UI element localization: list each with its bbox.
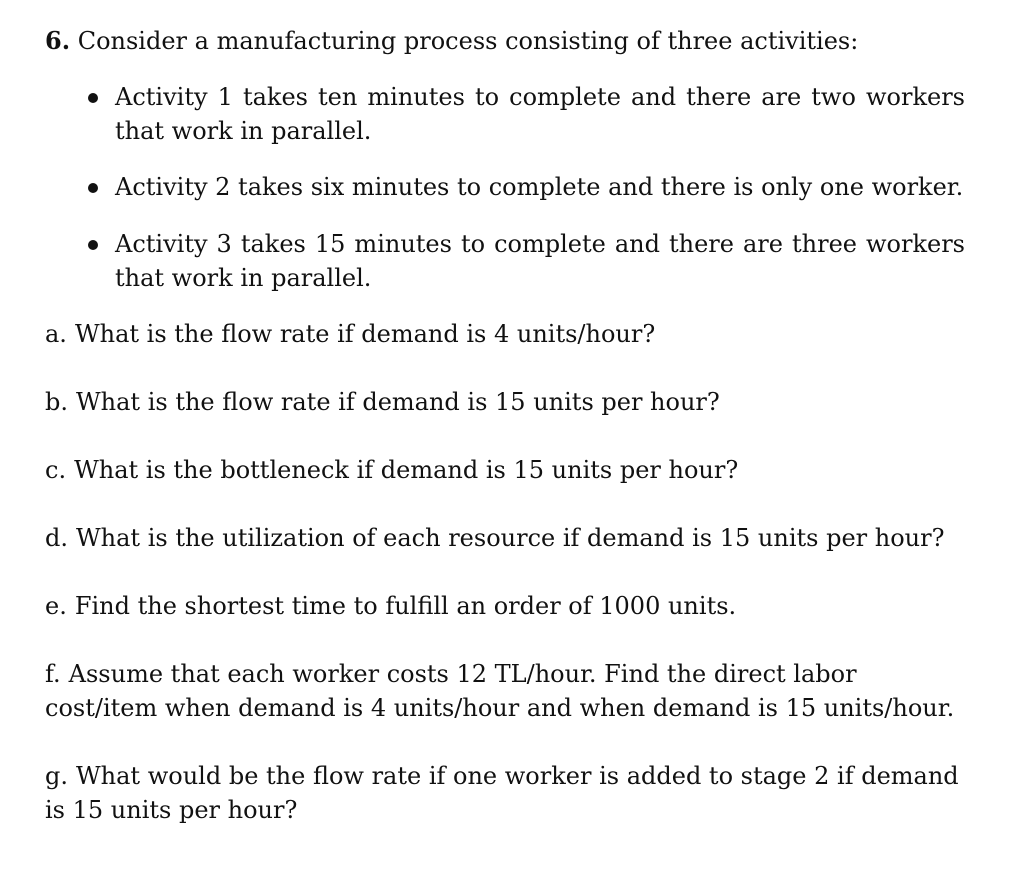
question-b	[45, 385, 965, 419]
question-text: Find the shortest time to fulfill an order of 1000 units.	[74, 592, 737, 620]
question-letter: a.	[45, 320, 67, 348]
activity-item-1: Activity 1 takes ten minutes to complete and there are two workers that work in parallel.	[115, 83, 965, 145]
question-text: What is the utilization of each resource if demand is 15 units per hour?	[76, 524, 945, 552]
question-a	[45, 317, 965, 351]
question-letter: f.	[45, 660, 61, 688]
question-letter: e.	[45, 592, 67, 620]
question-text: What would be the flow rate if one worker is added to stage 2 if demand is 15 units per hour?	[45, 762, 959, 824]
activity-item-3: Activity 3 takes 15 minutes to complete and there are three workers that work in parallel.	[115, 230, 965, 292]
question-letter: b.	[45, 388, 68, 416]
question-letter: c.	[45, 456, 67, 484]
problem-heading	[45, 24, 858, 58]
bullet-icon	[88, 93, 98, 103]
question-text: Assume that each worker costs 12 TL/hour. Find the direct labor cost/item when demand is 4 units/hour and when demand is 15 units/hour.	[45, 660, 955, 722]
question-text: What is the flow rate if demand is 4 units/hour?	[74, 320, 656, 348]
bullet-icon	[88, 240, 98, 250]
question-f	[45, 657, 965, 725]
activity-item-2: Activity 2 takes six minutes to complete and there is only one worker.	[115, 173, 964, 201]
question-g	[45, 759, 965, 827]
bullet-icon	[88, 183, 98, 193]
question-letter: d.	[45, 524, 68, 552]
question-letter: g.	[45, 762, 68, 790]
problem-intro: Consider a manufacturing process consisting of three activities:	[77, 27, 859, 55]
question-d	[45, 521, 965, 555]
question-text: What is the flow rate if demand is 15 units per hour?	[76, 388, 720, 416]
question-text: What is the bottleneck if demand is 15 units per hour?	[74, 456, 739, 484]
question-c	[45, 453, 965, 487]
question-e	[45, 589, 965, 623]
problem-number: 6.	[45, 26, 71, 55]
